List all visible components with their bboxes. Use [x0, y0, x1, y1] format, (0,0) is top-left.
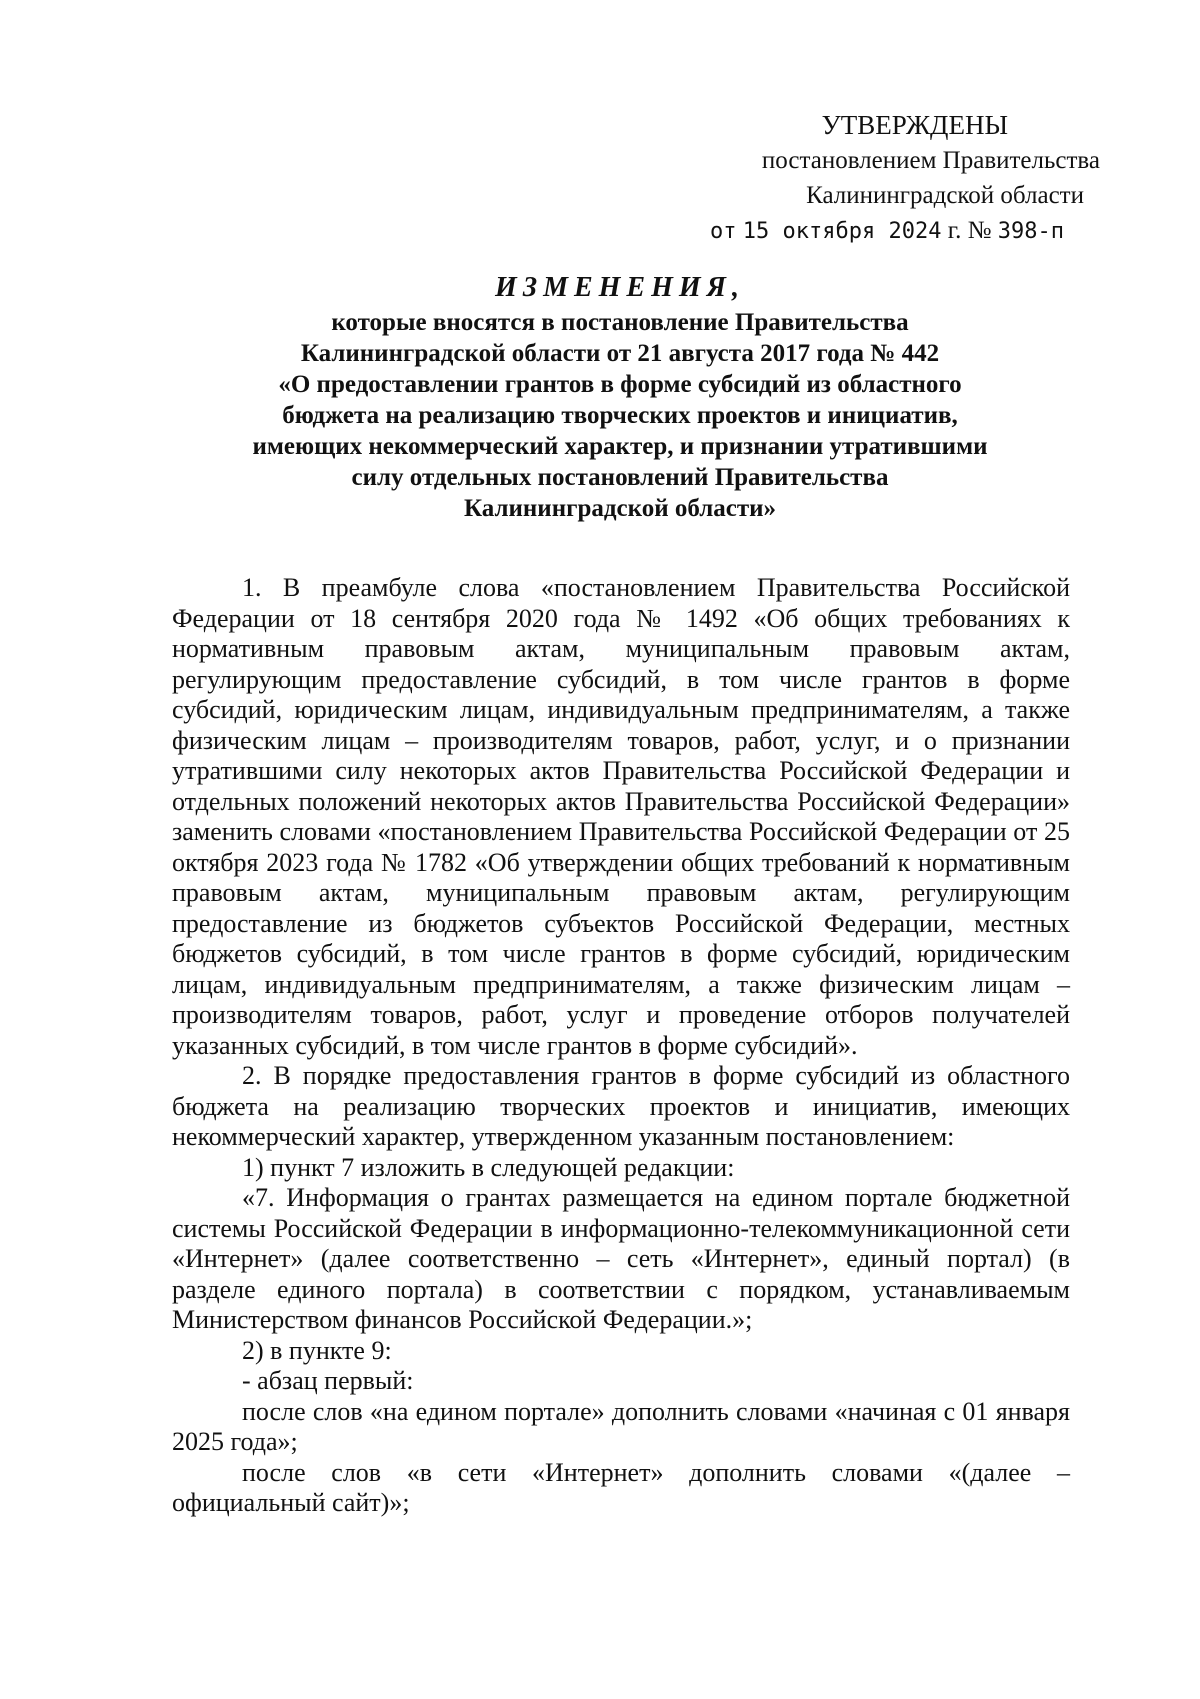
heading-line: силу отдельных постановлений Правительства	[351, 464, 889, 491]
paragraph-3: 1) пункт 7 изложить в следующей редакции:	[242, 1152, 735, 1182]
paragraph-8: после слов «в сети «Интернет» дополнить словами «(далее – официальный сайт)»;	[172, 1457, 1070, 1517]
approval-date-value: 15 октября 2024	[742, 219, 942, 244]
paragraph-5: 2) в пункте 9:	[242, 1335, 392, 1365]
approval-date-g: г. №	[947, 217, 992, 244]
approval-line-2: Калининградской области	[806, 182, 1084, 209]
document-body	[172, 573, 1070, 1519]
paragraph-6: - абзац первый:	[242, 1366, 414, 1395]
heading-line: Калининградской области»	[463, 495, 777, 522]
approval-title: УТВЕРЖДЕНЫ	[821, 110, 1008, 140]
heading-line: Калининградской области от 21 августа 2017 года № 442	[300, 340, 940, 367]
heading-line: которые вносятся в постановление Правительства	[331, 309, 909, 336]
heading-line: бюджета на реализацию творческих проектов и инициатив,	[282, 402, 958, 429]
paragraph-2: 2. В порядке предоставления грантов в форме субсидий из областного бюджета на реализацию творческих проектов и инициатив, имеющих некоммерческий характер, утвержденном указанным постановлением:	[172, 1061, 1070, 1151]
approval-date	[560, 213, 1120, 249]
approval-number: 398-п	[997, 219, 1064, 244]
approval-line-1: постановлением Правительства	[761, 147, 1100, 174]
approval-stamp	[560, 108, 1120, 249]
document-heading	[170, 272, 1070, 524]
paragraph-4: «7. Информация о грантах размещается на едином портале бюджетной системы Российской Федерации в информационно-телекоммуникационной сети «Интернет» (далее соответственно – сеть «Интернет», единый портал) (в разделе единого портала) в соответствии с порядком, устанавливаемым Министерством финансов Российской Федерации.»;	[172, 1183, 1070, 1334]
heading-line: «О предоставлении грантов в форме субсидий из областного	[278, 371, 962, 398]
heading-title: ИЗМЕНЕНИЯ,	[495, 272, 745, 303]
approval-date-prefix: от	[710, 219, 737, 244]
paragraph-1: 1. В преамбуле слова «постановлением Правительства Российской Федерации от 18 сентября 2020 года № 1492 «Об общих требованиях к нормативным правовым актам, муниципальным правовым актам, регулирующим предоставление субсидий, в том числе грантов в форме субсидий, юридическим лицам, индивидуальным предпринимателям, а также физическим лицам – производителям товаров, работ, услуг, и о признании утратившими силу некоторых актов Правительства Российской Федерации и отдельных положений некоторых актов Правительства Российской Федерации» заменить словами «постановлением Правительства Российской Федерации от 25 октября 2023 года № 1782 «Об утверждении общих требований к нормативным правовым актам, муниципальным правовым актам, регулирующим предоставление из бюджетов субъектов Российской Федерации, местных бюджетов субсидий, в том числе грантов в форме субсидий, юридическим лицам, индивидуальным предпринимателям, а также физическим лицам – производителям товаров, работ, услуг и проведение отборов получателей указанных субсидий, в том числе грантов в форме субсидий».	[172, 573, 1070, 1060]
heading-line: имеющих некоммерческий характер, и признании утратившими	[252, 433, 988, 460]
paragraph-7: после слов «на едином портале» дополнить словами «начиная с 01 января 2025 года»;	[172, 1396, 1070, 1456]
